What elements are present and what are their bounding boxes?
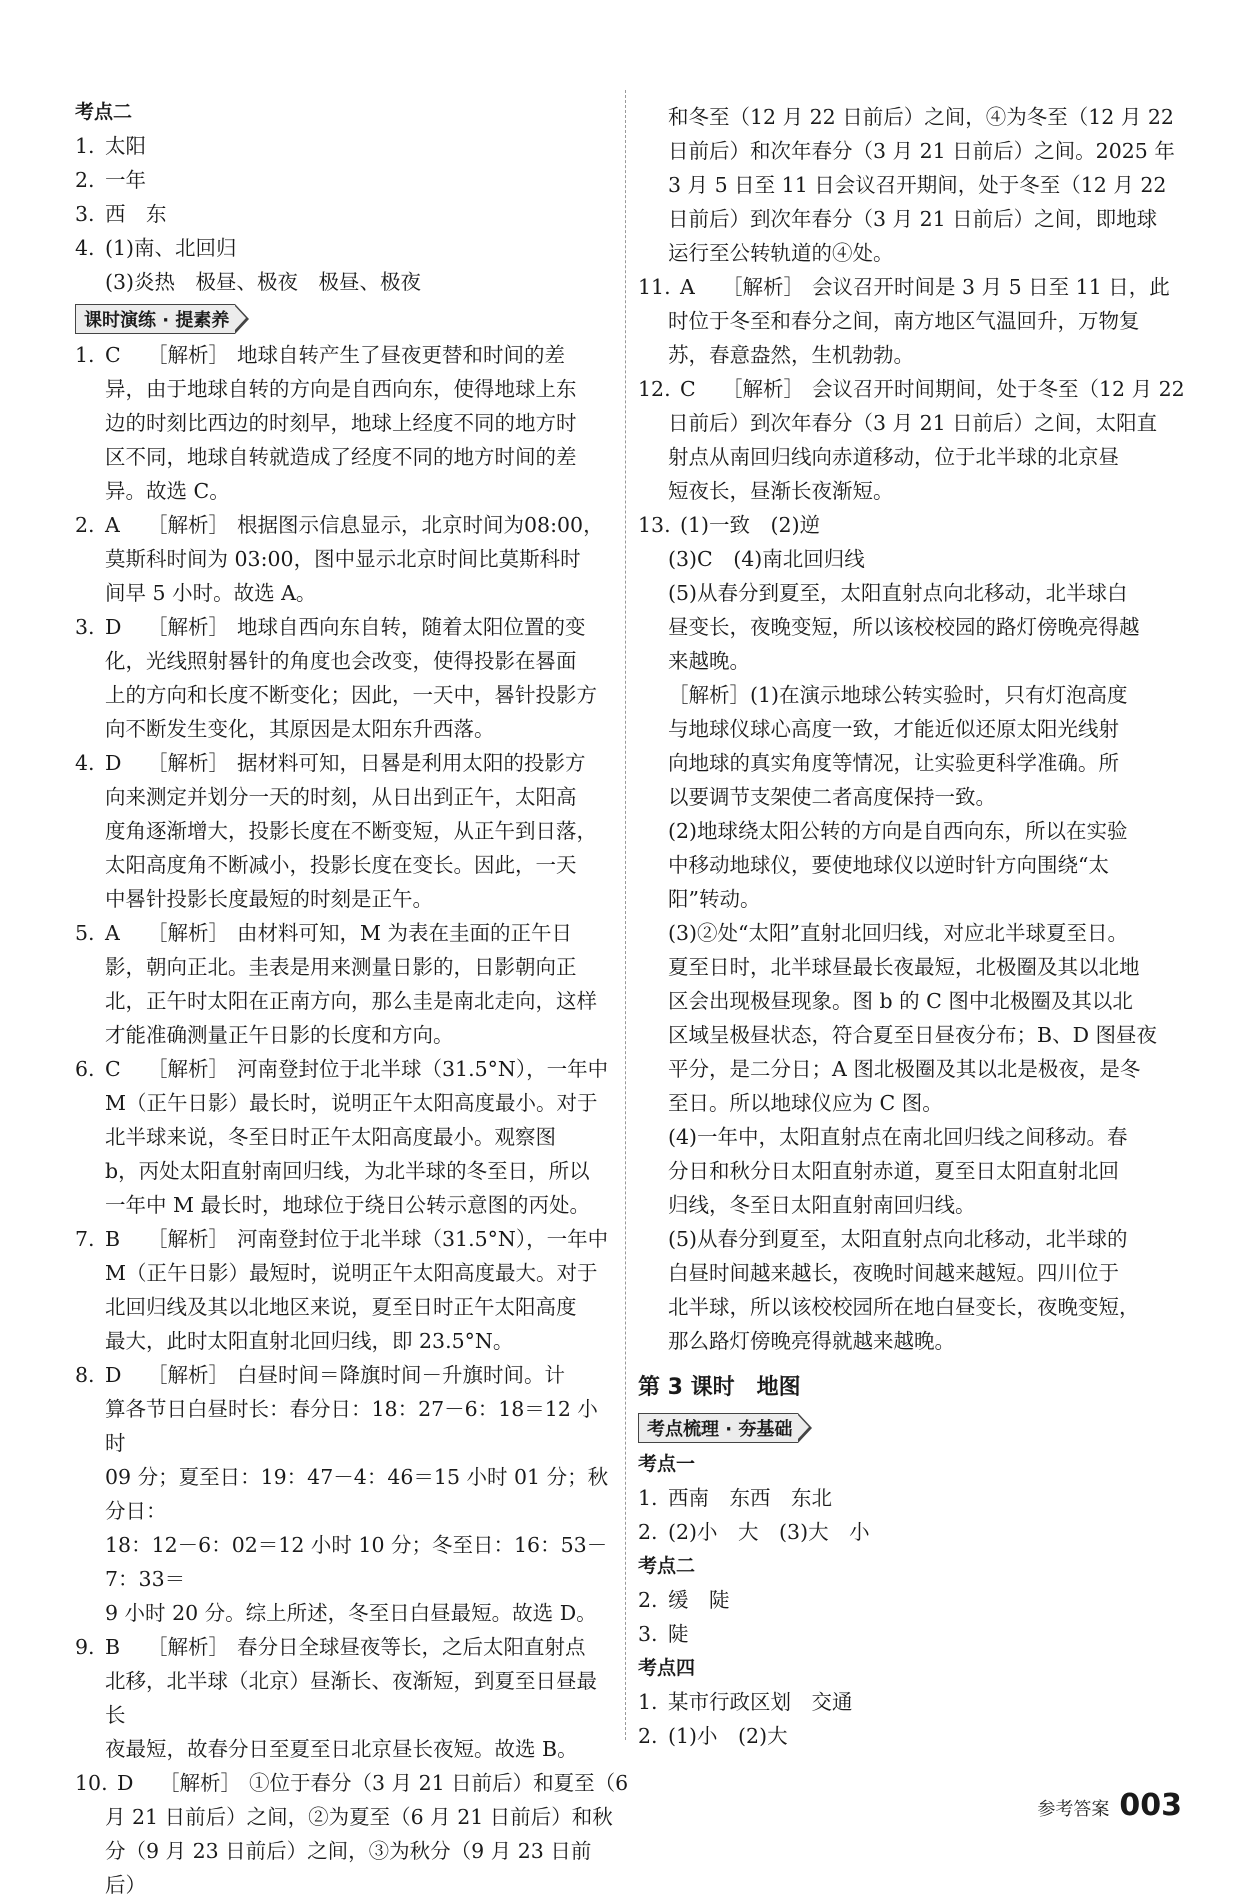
answer-letter: B [105, 1227, 121, 1251]
analysis-tag: ［解析］ [147, 751, 229, 775]
analysis-tag: ［解析］ [147, 513, 229, 537]
list-item: 3. 西 东 [75, 202, 167, 226]
list-item: 4. (1)南、北回归 [75, 236, 237, 260]
question-7: 7. B ［解析］ 河南登封位于北半球（31.5°N），一年中 M（正午日影）最短时，说明正午太阳高度最大。对于 北回归线及其以北地区来说，夏至日时正午太阳高度 最大，此时太阳直射北回归线，即 23.5°N。 [75, 1222, 615, 1358]
lesson-name: 地图 [756, 1375, 801, 1400]
analysis-tag: ［解析］ [147, 615, 229, 639]
list-item: 1. 西南 东西 东北 [638, 1486, 832, 1510]
answer-letter: D [105, 615, 122, 639]
analysis-tag: ［解析］ [147, 1363, 229, 1387]
analysis-tag: ［解析］ [722, 377, 804, 401]
analysis-tag: ［解析］ [147, 1227, 229, 1251]
question-3: 3. D ［解析］ 地球自西向东自转，随着太阳位置的变 化，光线照射晷针的角度也会改变，使得投影在晷面 上的方向和长度不断变化；因此，一天中，晷针投影方 向不断发生变化，其原因是太阳东升西落。 [75, 610, 615, 746]
answer-letter: C [680, 377, 696, 401]
answer-letter: C [105, 1057, 121, 1081]
analysis-tag: ［解析］ [147, 343, 229, 367]
question-12: 12. C ［解析］ 会议召开时间期间，处于冬至（12 月 22 日前后）到次年春分（3 月 21 日前后）之间，太阳直 射点从南回归线向赤道移动，位于北半球的北京昼 短夜长，昼渐长夜渐短。 [638, 372, 1178, 508]
question-5: 5. A ［解析］ 由材料可知，M 为表在圭面的正午日 影，朝向正北。圭表是用来测量日影的，日影朝向正 北，正午时太阳在正南方向，那么圭是南北走向，这样 才能准确测量正午日影的长度和方向。 [75, 916, 615, 1052]
question-13: 13. (1)一致 (2)逆 (3)C (4)南北回归线 (5)从春分到夏至，太阳直射点向北移动，北半球白 昼变长，夜晚变短，所以该校校园的路灯傍晚亮得越 来越晚。 ［解析］(1)在演示地球公转实验时，只有灯泡高度 与地球仪球心高度一致，才能近似还原太阳光线射 向地球的真实角度等情况，让实验更科学准确。所 以要调节支架使二者高度保持一致。 (2)地球绕太阳公转的方向是自西向东，所以在实验 中移动地球仪，要使地球仪以逆时针方向围绕“太 阳”转动。 (3)②处“太阳”直射北回归线，对应北半球夏至日。 夏至日时，北半球昼最长夜最短，北极圈及其以北地 区会出现极昼现象。图 b 的 C 图中北极圈及其以北 区域呈极昼状态，符合夏至日昼夜分布；B、D 图昼夜 平分，是二分日；A 图北极圈及其以北是极夜，是冬 至日。所以地球仪应为 C 图。 (4)一年中，太阳直射点在南北回归线之间移动。春 分日和秋分日太阳直射赤道，夏至日太阳直射北回 归线，冬至日太阳直射南回归线。 (5)从春分到夏至，太阳直射点向北移动，北半球的 白昼时间越来越长，夜晚时间越来越短。四川位于 北半球，所以该校校园所在地白昼变长，夜晚变短， 那么路灯傍晚亮得就越来越晚。 [638, 513, 1158, 1353]
section-heading-kaodian2: 考点二 [638, 1555, 696, 1577]
answer-letter: A [105, 513, 120, 537]
question-4: 4. D ［解析］ 据材料可知，日晷是利用太阳的投影方 向来测定并划分一天的时刻，从日出到正午，太阳高 度角逐渐增大，投影长度在不断变短，从正午到日落， 太阳高度角不断减小，投影长度在变长。因此，一天 中晷针投影长度最短的时刻是正午。 [75, 746, 615, 916]
question-1: 1. C ［解析］ 地球自转产生了昼夜更替和时间的差 异，由于地球自转的方向是自西向东，使得地球上东 边的时刻比西边的时刻早，地球上经度不同的地方时 区不同，地球自转就造成了经度不同的地方时间的差 异。故选 C。 [75, 338, 615, 508]
question-2: 2. A ［解析］ 根据图示信息显示，北京时间为08:00， 莫斯科时间为 03:00，图中显示北京时间比莫斯科时 间早 5 小时。故选 A。 [75, 508, 615, 610]
answer-letter: A [680, 275, 695, 299]
section-heading-kaodian2: 考点二 [75, 101, 133, 123]
answer-letter: D [117, 1771, 134, 1795]
list-item: 2. 缓 陡 [638, 1588, 730, 1612]
question-11: 11. A ［解析］ 会议召开时间是 3 月 5 日至 11 日，此 时位于冬至和春分之间，南方地区气温回升，万物复 苏，春意盎然，生机勃勃。 [638, 270, 1178, 372]
footer-label: 参考答案 [1037, 1799, 1110, 1820]
answer-letter: D [105, 751, 122, 775]
question-10-continued: 和冬至（12 月 22 日前后）之间，④为冬至（12 月 22 日前后）和次年春分（3 月 21 日前后）之间。2025 年 3 月 5 日至 11 日会议召开期间，处于冬至（12 月 22 日前后）到次年春分（3 月 21 日前后）之间，即地球 运行至公转轨道的④处。 [668, 105, 1175, 265]
lesson-title [638, 1368, 1178, 1408]
answer-letter: B [105, 1635, 121, 1659]
analysis-tag: ［解析］ [159, 1771, 241, 1795]
question-8: 8. D ［解析］ 白昼时间＝降旗时间－升旗时间。计 算各节日白昼时长：春分日：18：27－6：18＝12 小时 09 分；夏至日：19：47－4：46＝15 小时 01 分；秋分日： 18：12－6：02＝12 小时 10 分；冬至日：16：53－7：33＝ 9 小时 20 分。综上所述，冬至日白昼最短。故选 D。 [75, 1358, 615, 1630]
answer-letter: D [105, 1363, 122, 1387]
section-banner: 课时演练 · 提素养 [75, 304, 235, 334]
page-footer [1037, 1788, 1182, 1823]
right-column [638, 100, 1185, 1753]
page-number: 003 [1119, 1788, 1182, 1823]
answer-letter: C [105, 343, 121, 367]
question-9: 9. B ［解析］ 春分日全球昼夜等长，之后太阳直射点 北移，北半球（北京）昼渐长、夜渐短，到夏至日昼最长 夜最短，故春分日至夏至日北京昼长夜短。故选 B。 [75, 1630, 615, 1766]
section-banner: 考点梳理 · 夯基础 [638, 1413, 798, 1443]
list-item: 3. 陡 [638, 1622, 689, 1646]
list-item-continuation: (3)炎热 极昼、极夜 极昼、极夜 [105, 270, 422, 294]
list-item: 2. (1)小 (2)大 [638, 1724, 788, 1748]
question-6: 6. C ［解析］ 河南登封位于北半球（31.5°N），一年中 M（正午日影）最长时，说明正午太阳高度最小。对于 北半球来说，冬至日时正午太阳高度最小。观察图 b，丙处太阳直射南回归线，为北半球的冬至日，所以 一年中 M 最长时，地球位于绕日公转示意图的丙处。 [75, 1052, 615, 1222]
analysis-tag: ［解析］ [722, 275, 804, 299]
list-item: 1. 某市行政区划 交通 [638, 1690, 853, 1714]
section-heading-kaodian4: 考点四 [638, 1657, 696, 1679]
left-column [75, 95, 629, 1902]
list-item: 2. (2)小 大 (3)大 小 [638, 1520, 870, 1544]
analysis-tag: ［解析］ [147, 1635, 229, 1659]
question-10: 10. D ［解析］ ①位于春分（3 月 21 日前后）和夏至（6 月 21 日前后）之间，②为夏至（6 月 21 日前后）和秋 分（9 月 23 日前后）之间，③为秋分（9 月 23 日前后） [75, 1766, 615, 1902]
analysis-tag: ［解析］ [147, 1057, 229, 1081]
column-divider [625, 90, 626, 1740]
section-heading-kaodian1: 考点一 [638, 1453, 696, 1475]
analysis-tag: ［解析］ [147, 921, 229, 945]
answer-letter: A [105, 921, 120, 945]
lesson-number: 第 3 课时 [638, 1375, 735, 1400]
list-item: 2. 一年 [75, 168, 146, 192]
list-item: 1. 太阳 [75, 134, 146, 158]
